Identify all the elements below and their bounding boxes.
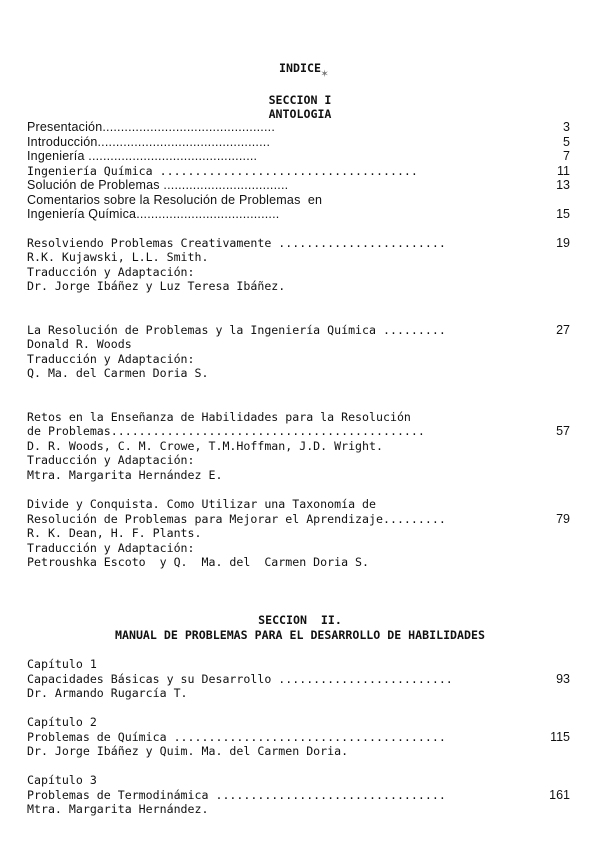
chapter-label: Capítulo 2 <box>27 715 97 729</box>
translators: Dr. Jorge Ibáñez y Luz Teresa Ibáñez. <box>27 279 286 293</box>
section2-subtitle: MANUAL DE PROBLEMAS PARA EL DESARROLLO DE HABILIDADES <box>115 628 485 642</box>
article-page: 19 <box>556 236 570 250</box>
translators: Mtra. Margarita Hernández E. <box>27 468 223 482</box>
article-authors: Donald R. Woods <box>27 337 132 351</box>
toc-entry-title-line2[interactable]: Ingeniería Química....................................... <box>27 207 280 221</box>
translation-label: Traducción y Adaptación: <box>27 541 195 555</box>
toc-entry-page: 3 <box>563 120 570 134</box>
chapter-author: Mtra. Margarita Hernández. <box>27 802 209 816</box>
chapter-author: Dr. Armando Rugarcía T. <box>27 686 188 700</box>
chapter-page: 93 <box>556 672 570 686</box>
section1-title: SECCION I <box>268 93 332 107</box>
article-title[interactable]: La Resolución de Problemas y la Ingeniería Química ......... <box>27 323 446 337</box>
article-authors: R.K. Kujawski, L.L. Smith. <box>27 250 209 264</box>
toc-entry-title[interactable]: Presentación............................................... <box>27 120 275 134</box>
translators: Q. Ma. del Carmen Doria S. <box>27 366 209 380</box>
toc-entry-title[interactable]: Introducción............................................... <box>27 135 271 149</box>
chapter-title[interactable]: Problemas de Termodinámica ................................. <box>27 788 446 802</box>
article-page: 79 <box>556 512 570 526</box>
chapter-label: Capítulo 3 <box>27 773 97 787</box>
article-page: 57 <box>556 424 570 438</box>
article-title-line1[interactable]: Divide y Conquista. Como Utilizar una Taxonomía de <box>27 497 377 511</box>
toc-entry-title-line1[interactable]: Comentarios sobre la Resolución de Problemas en <box>27 193 323 207</box>
article-title[interactable]: Resolviendo Problemas Creativamente ........................ <box>27 236 446 250</box>
article-authors: D. R. Woods, C. M. Crowe, T.M.Hoffman, J.D. Wright. <box>27 439 383 453</box>
article-title-line2[interactable]: Resolución de Problemas para Mejorar el Aprendizaje......... <box>27 512 446 526</box>
article-title-line2[interactable]: de Problemas............................................. <box>27 424 425 438</box>
toc-entry-title[interactable]: Solución de Problemas .................................. <box>27 178 289 192</box>
chapter-title[interactable]: Problemas de Química ....................................... <box>27 730 446 744</box>
article-authors: R. K. Dean, H. F. Plants. <box>27 526 202 540</box>
toc-entry-page: 13 <box>556 178 570 192</box>
chapter-title[interactable]: Capacidades Básicas y su Desarrollo ......................... <box>27 672 453 686</box>
toc-entry-title[interactable]: Ingeniería Química ..................................... <box>27 164 418 178</box>
section2-title: SECCION II. <box>258 613 342 627</box>
chapter-author: Dr. Jorge Ibáñez y Quim. Ma. del Carmen Doria. <box>27 744 349 758</box>
chapter-page: 161 <box>549 788 570 802</box>
chapter-page: 115 <box>550 730 570 744</box>
toc-entry-page: 15 <box>556 207 570 221</box>
toc-entry-page: 11 <box>557 164 570 178</box>
section1-subtitle: ANTOLOGIA <box>268 107 332 121</box>
page-title: INDICE <box>279 61 321 75</box>
chapter-label: Capítulo 1 <box>27 657 97 671</box>
handwritten-mark-icon: ✶ <box>321 66 329 80</box>
toc-entry-page: 5 <box>563 135 570 149</box>
translation-label: Traducción y Adaptación: <box>27 265 195 279</box>
toc-entry-title[interactable]: Ingeniería .............................................. <box>27 149 258 163</box>
article-page: 27 <box>556 323 570 337</box>
toc-entry-page: 7 <box>563 149 570 163</box>
translators: Petroushka Escoto y Q. Ma. del Carmen Doria S. <box>27 555 370 569</box>
translation-label: Traducción y Adaptación: <box>27 453 195 467</box>
article-title-line1[interactable]: Retos en la Enseñanza de Habilidades para la Resolución <box>27 410 411 424</box>
translation-label: Traducción y Adaptación: <box>27 352 195 366</box>
